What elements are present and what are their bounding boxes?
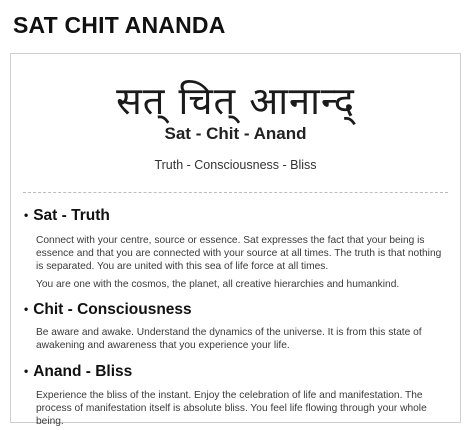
section-heading-label: Chit - Consciousness bbox=[33, 301, 192, 318]
section-paragraph: You are one with the cosmos, the planet, all creative hierarchies and humankind. bbox=[36, 279, 400, 290]
section-heading-label: Anand - Bliss bbox=[33, 363, 133, 380]
bullet-icon: • bbox=[24, 302, 29, 316]
bullet-icon: • bbox=[24, 208, 29, 222]
section-paragraph: Connect with your centre, source or essence. Sat expresses the fact that your being is essence and that you are connected with your source at all times. The truth is that nothing is separated. You are united with this sea of life force at all times. bbox=[36, 235, 442, 272]
section-paragraph: Be aware and awake. Understand the dynamics of the universe. It is from this state of awakening and awareness that you experience your life. bbox=[36, 327, 422, 351]
sanskrit-heading: सत् चित् आनान्द् bbox=[116, 79, 355, 123]
section-heading-chit bbox=[24, 301, 192, 319]
content-card bbox=[10, 53, 461, 427]
section-divider bbox=[23, 192, 448, 193]
section-heading-anand bbox=[24, 363, 132, 381]
section-paragraph: Experience the bliss of the instant. Enjoy the celebration of life and manifestation. The process of manifestation itself is absolute bliss. You feel life flowing through your whole being. bbox=[36, 390, 427, 427]
bullet-icon: • bbox=[24, 364, 29, 378]
meaning-subheading: Truth - Consciousness - Bliss bbox=[154, 158, 317, 172]
page-title: SAT CHIT ANANDA bbox=[13, 12, 226, 38]
section-heading-label: Sat - Truth bbox=[33, 207, 110, 224]
transliteration-heading: Sat - Chit - Anand bbox=[164, 124, 307, 143]
section-heading-sat bbox=[24, 207, 110, 225]
